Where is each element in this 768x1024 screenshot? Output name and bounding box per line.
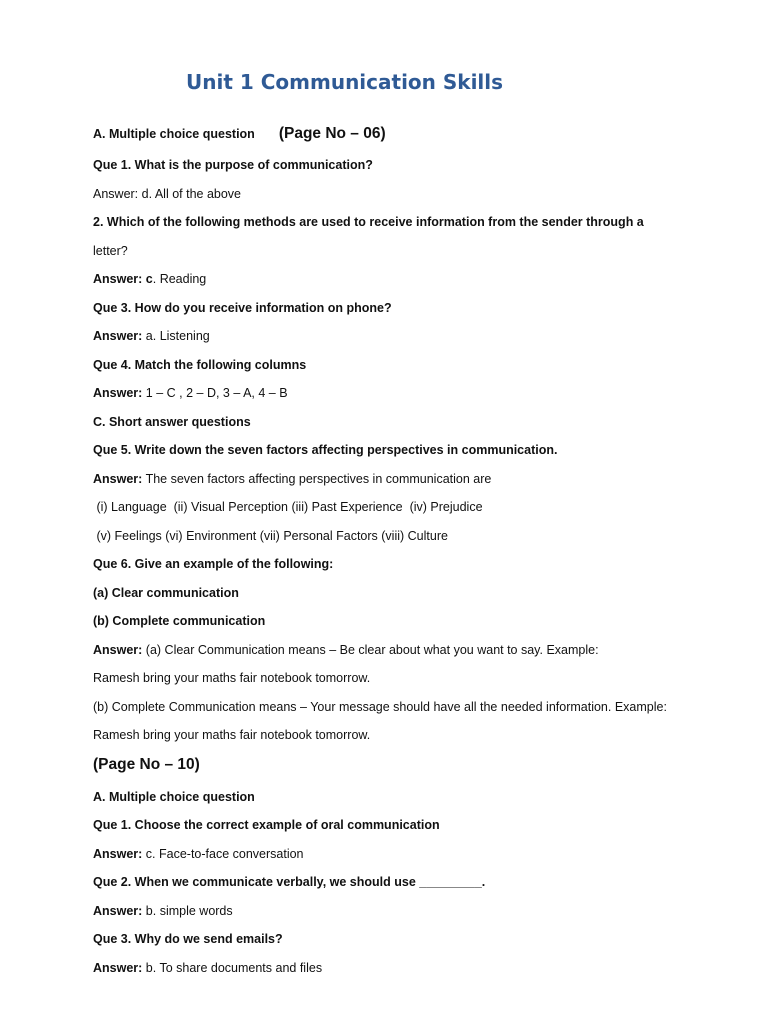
q6-answer-b: (b) Complete Communication means – Your message should have all the needed information. Example: — [93, 700, 667, 714]
page-title: Unit 1 Communication Skills — [186, 70, 504, 94]
q6-answer-label: Answer: — [93, 643, 143, 657]
q3-answer — [93, 328, 210, 344]
p10-q3-answer-label: Answer: — [93, 961, 143, 975]
q1-question: Que 1. What is the purpose of communication? — [93, 158, 373, 172]
q6-part-b: (b) Complete communication — [93, 614, 266, 628]
q2-answer-label: Answer: c — [93, 272, 153, 286]
p10-q1-answer-text: c. Face-to-face conversation — [142, 847, 304, 861]
q6-answer-text: (a) Clear Communication means – Be clear about what you want to say. Example: — [142, 643, 599, 657]
page-ref-06: (Page No – 06) — [278, 125, 386, 142]
q6-part-a: (a) Clear communication — [93, 586, 239, 600]
q2-question-line2: letter? — [93, 244, 128, 258]
q6-answer — [93, 642, 599, 658]
q5-answer-text: The seven factors affecting perspectives in communication are — [142, 472, 492, 486]
q4-answer-label: Answer: — [93, 386, 143, 400]
p10-q1-answer-label: Answer: — [93, 847, 143, 861]
section-c-heading: C. Short answer questions — [93, 415, 251, 429]
section-a-heading-line — [93, 126, 386, 142]
q5-answer — [93, 471, 491, 487]
q2-answer — [93, 271, 206, 287]
q4-question: Que 4. Match the following columns — [93, 358, 307, 372]
p10-q1-answer — [93, 846, 304, 862]
p10-q2-answer-text: b. simple words — [142, 904, 233, 918]
q3-question: Que 3. How do you receive information on phone? — [93, 301, 392, 315]
q4-answer — [93, 385, 288, 401]
p10-q2-answer — [93, 903, 233, 919]
p10-q3-answer-text: b. To share documents and files — [142, 961, 323, 975]
q3-answer-text: a. Listening — [142, 329, 210, 343]
q5-answer-label: Answer: — [93, 472, 143, 486]
p10-q1-question: Que 1. Choose the correct example of oral communication — [93, 818, 440, 832]
q4-answer-text: 1 – C , 2 – D, 3 – A, 4 – B — [142, 386, 288, 400]
p10-q3-answer — [93, 960, 322, 976]
p10-q2-question: Que 2. When we communicate verbally, we should use _________. — [93, 875, 486, 889]
q1-answer: Answer: d. All of the above — [93, 187, 242, 201]
q6-example-a: Ramesh bring your maths fair notebook tomorrow. — [93, 671, 371, 685]
q5-factors-line1: (i) Language (ii) Visual Perception (iii) Past Experience (iv) Prejudice — [93, 500, 483, 514]
page-10-section-heading: A. Multiple choice question — [93, 790, 255, 804]
p10-q3-question: Que 3. Why do we send emails? — [93, 932, 283, 946]
q2-question-line1: 2. Which of the following methods are used to receive information from the sender through a — [93, 215, 644, 229]
p10-q2-answer-label: Answer: — [93, 904, 143, 918]
q6-example-b: Ramesh bring your maths fair notebook tomorrow. — [93, 728, 371, 742]
q2-answer-text: . Reading — [152, 272, 207, 286]
q5-question: Que 5. Write down the seven factors affecting perspectives in communication. — [93, 443, 558, 457]
q5-factors-line2: (v) Feelings (vi) Environment (vii) Personal Factors (viii) Culture — [93, 529, 448, 543]
q3-answer-label: Answer: — [93, 329, 143, 343]
q6-question: Que 6. Give an example of the following: — [93, 557, 334, 571]
page-ref-10: (Page No – 10) — [93, 756, 200, 773]
section-a-heading: A. Multiple choice question — [93, 127, 255, 141]
